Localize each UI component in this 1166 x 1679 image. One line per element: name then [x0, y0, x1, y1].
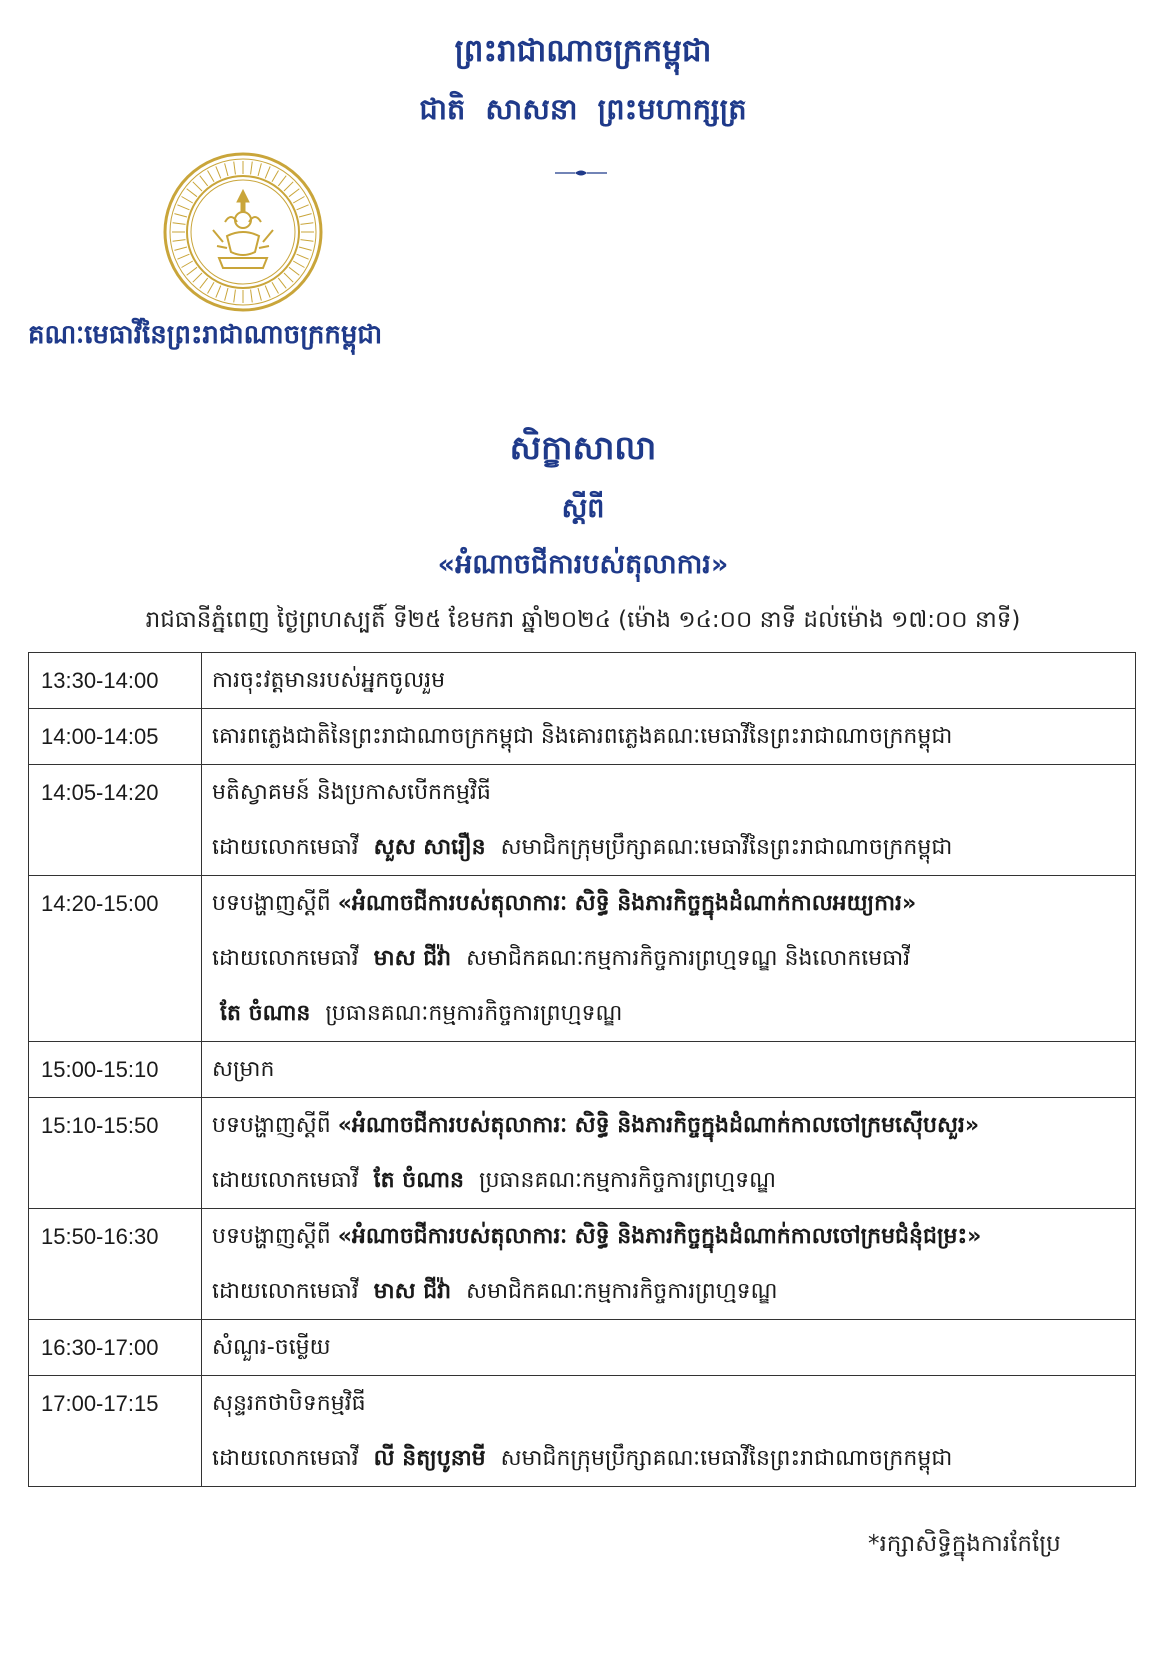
agenda-time: 13:30-14:00 — [29, 653, 202, 709]
agenda-text: មតិស្វាគមន៍ និងប្រកាសបើកកម្មវិធី — [212, 780, 491, 805]
agenda-row — [29, 1042, 1136, 1098]
speaker-role: សមាជិកក្រុមប្រឹក្សាគណៈមេធាវីនៃព្រះរាជាណាចក្រកម្ពុជា — [500, 835, 953, 860]
speaker-role: ប្រធានគណៈកម្មការកិច្ចការព្រហ្មទណ្ឌ — [325, 1001, 623, 1026]
event-title: សិក្ខាសាលា — [509, 428, 657, 467]
agenda-line — [212, 1264, 1125, 1319]
national-motto: ជាតិ សាសនា ព្រះមហាក្សត្រ — [419, 92, 747, 126]
agenda-line — [212, 876, 1125, 931]
agenda-line — [212, 1098, 1125, 1153]
agenda-line — [212, 931, 1125, 986]
agenda-time: 15:50-16:30 — [29, 1209, 202, 1320]
speaker-name: តែ ចំណាន — [220, 1001, 311, 1026]
agenda-row — [29, 765, 1136, 876]
agenda-line — [212, 1431, 1125, 1486]
speaker-role: សមាជិកគណៈកម្មការកិច្ចការព្រហ្មទណ្ឌ និងលោកមេធាវី — [466, 946, 911, 971]
agenda-description — [202, 1098, 1136, 1209]
agenda-line — [212, 1320, 1125, 1375]
agenda-line — [212, 709, 1125, 764]
agenda-description — [202, 653, 1136, 709]
agenda-text: បទបង្ហាញស្តីពី — [212, 1224, 331, 1249]
agenda-row — [29, 876, 1136, 1042]
agenda-line — [212, 765, 1125, 820]
agenda-time: 17:00-17:15 — [29, 1376, 202, 1487]
agenda-description — [202, 1042, 1136, 1098]
agenda-text: ដោយលោកមេធាវី — [212, 835, 359, 860]
agenda-time: 16:30-17:00 — [29, 1320, 202, 1376]
agenda-time: 14:20-15:00 — [29, 876, 202, 1042]
agenda-text: គោរពភ្លេងជាតិនៃព្រះរាជាណាចក្រកម្ពុជា និងគោរពភ្លេងគណៈមេធាវីនៃព្រះរាជាណាចក្រកម្ពុជា — [212, 724, 953, 749]
agenda-row — [29, 1376, 1136, 1487]
event-about: ស្តីពី — [561, 493, 605, 524]
agenda-text: សំណួរ-ចម្លើយ — [212, 1335, 331, 1360]
agenda-time: 14:00-14:05 — [29, 709, 202, 765]
ornament-divider — [553, 168, 609, 178]
session-topic: «អំណាចជីការបស់តុលាការៈ សិទ្ធិ និងភារកិច្ចក្នុងដំណាក់កាលចៅក្រមជំនុំជម្រះ» — [337, 1224, 982, 1249]
agenda-text: បទបង្ហាញស្តីពី — [212, 891, 331, 916]
agenda-row — [29, 1320, 1136, 1376]
agenda-description — [202, 1376, 1136, 1487]
speaker-role: ប្រធានគណៈកម្មការកិច្ចការព្រហ្មទណ្ឌ — [479, 1168, 776, 1193]
session-topic: «អំណាចជីការបស់តុលាការៈ សិទ្ធិ និងភារកិច្ចក្នុងដំណាក់កាលចៅក្រមស៊ើបសួរ» — [337, 1113, 980, 1138]
rights-reserved-note: *រក្សាសិទ្ធិក្នុងការកែប្រែ — [868, 1531, 1061, 1557]
agenda-line — [212, 1209, 1125, 1264]
agenda-time: 14:05-14:20 — [29, 765, 202, 876]
speaker-name: លី និត្យបូនាមី — [373, 1446, 486, 1471]
agenda-text: ដោយលោកមេធាវី — [212, 1279, 359, 1304]
agenda-text: ដោយលោកមេធាវី — [212, 1446, 359, 1471]
agenda-line — [212, 1153, 1125, 1208]
agenda-line — [212, 1376, 1125, 1431]
agenda-description — [202, 765, 1136, 876]
agenda-description — [202, 876, 1136, 1042]
agenda-row — [29, 653, 1136, 709]
speaker-name: សួស សារឿន — [373, 835, 486, 860]
speaker-name: មាស ជីវ៉ា — [373, 946, 452, 971]
agenda-time: 15:00-15:10 — [29, 1042, 202, 1098]
agenda-description — [202, 1209, 1136, 1320]
bar-association-seal-logo — [161, 150, 325, 314]
agenda-line — [212, 820, 1125, 875]
agenda-row — [29, 1098, 1136, 1209]
agenda-line — [212, 986, 1125, 1041]
agenda-text: ដោយលោកមេធាវី — [212, 1168, 359, 1193]
speaker-role: សមាជិកក្រុមប្រឹក្សាគណៈមេធាវីនៃព្រះរាជាណាចក្រកម្ពុជា — [500, 1446, 953, 1471]
agenda-row — [29, 1209, 1136, 1320]
agenda-text: ដោយលោកមេធាវី — [212, 946, 359, 971]
organization-name: គណៈមេធាវីនៃព្រះរាជាណាចក្រកម្ពុជា — [28, 320, 383, 350]
agenda-text: បទបង្ហាញស្តីពី — [212, 1113, 331, 1138]
agenda-table — [28, 652, 1136, 1487]
kingdom-heading: ព្រះរាជាណាចក្រកម្ពុជា — [454, 33, 712, 69]
agenda-line — [212, 653, 1125, 708]
event-dateline: រាជធានីភ្នំពេញ ថ្ងៃព្រហស្បតិ៍ ទី២៥ ខែមករា ឆ្នាំ២០២៤ (ម៉ោង ១៤:០០ នាទី ដល់ម៉ោង ១៧:០០ នាទី) — [145, 607, 1021, 633]
agenda-line — [212, 1042, 1125, 1097]
agenda-text: សុន្ទរកថាបិទកម្មវិធី — [212, 1391, 366, 1416]
agenda-description — [202, 709, 1136, 765]
agenda-description — [202, 1320, 1136, 1376]
agenda-text: ការចុះវត្តមានរបស់អ្នកចូលរួម — [212, 668, 446, 693]
speaker-role: សមាជិកគណៈកម្មការកិច្ចការព្រហ្មទណ្ឌ — [466, 1279, 778, 1304]
agenda-row — [29, 709, 1136, 765]
speaker-name: មាស ជីវ៉ា — [373, 1279, 452, 1304]
agenda-text: សម្រាក — [212, 1057, 275, 1082]
session-topic: «អំណាចជីការបស់តុលាការៈ សិទ្ធិ និងភារកិច្ចក្នុងដំណាក់កាលអយ្យការ» — [337, 891, 917, 916]
speaker-name: តែ ចំណាន — [373, 1168, 465, 1193]
event-topic: «អំណាចជីការបស់តុលាការ» — [437, 549, 729, 580]
agenda-time: 15:10-15:50 — [29, 1098, 202, 1209]
